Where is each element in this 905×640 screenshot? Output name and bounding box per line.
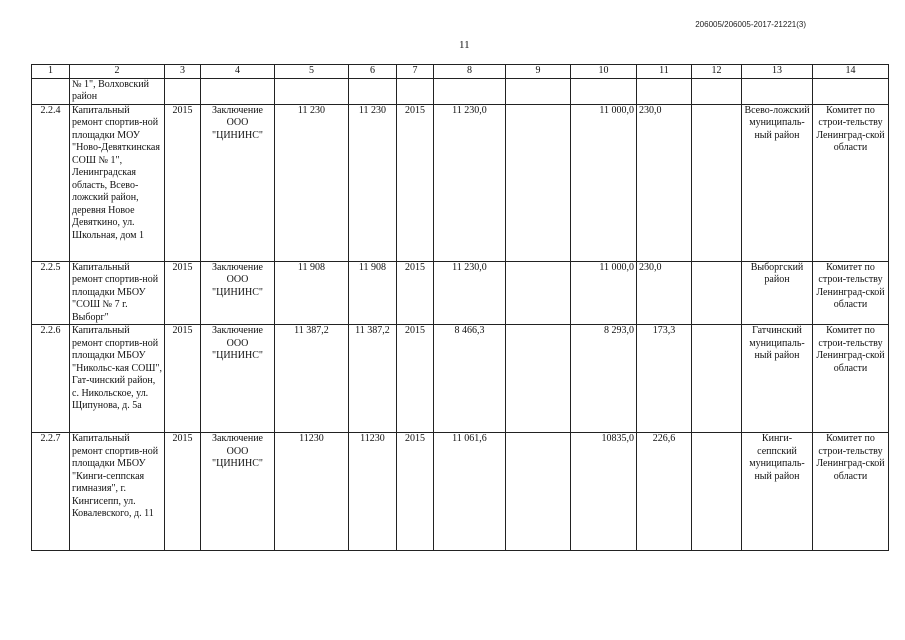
document-id: 206005/206005-2017-21221(3) <box>695 20 806 29</box>
cell-empty <box>742 78 813 104</box>
value-col11: 226,6 <box>637 433 692 551</box>
value-col10: 11 000,0 <box>571 104 637 261</box>
customer: Комитет по строи-тельству Ленинград-ской области <box>813 433 889 551</box>
total-col8: 11 230,0 <box>434 261 506 325</box>
district: Всево-ложский муниципаль-ный район <box>742 104 813 261</box>
expertise: Заключение ООО "ЦИНИНС" <box>201 325 275 433</box>
value-col11: 230,0 <box>637 104 692 261</box>
cell-empty <box>506 78 571 104</box>
col-num: 10 <box>571 65 637 79</box>
expertise: Заключение ООО "ЦИНИНС" <box>201 104 275 261</box>
cell-empty <box>692 78 742 104</box>
cell-empty <box>275 78 349 104</box>
district: Кинги-сеппский муниципаль-ный район <box>742 433 813 551</box>
cost-col6: 11 230 <box>349 104 397 261</box>
value-col12 <box>692 104 742 261</box>
total-col8: 8 466,3 <box>434 325 506 433</box>
cost-col5: 11230 <box>275 433 349 551</box>
object-name: Капитальный ремонт спортив-ной площадки МБОУ "Никольс-кая СОШ", Гат-чинский район, с. Никольское, ул. Щипунова, д. 5а <box>70 325 165 433</box>
cell-empty <box>571 78 637 104</box>
year: 2015 <box>165 325 201 433</box>
cost-col6: 11 387,2 <box>349 325 397 433</box>
table-row <box>32 325 889 433</box>
cost-col5: 11 230 <box>275 104 349 261</box>
expertise: Заключение ООО "ЦИНИНС" <box>201 433 275 551</box>
district: Гатчинский муниципаль-ный район <box>742 325 813 433</box>
cell-empty <box>165 78 201 104</box>
value-col9 <box>506 433 571 551</box>
year-col7: 2015 <box>397 433 434 551</box>
value-col12 <box>692 261 742 325</box>
col-num: 2 <box>70 65 165 79</box>
cell-empty <box>32 78 70 104</box>
col-num: 8 <box>434 65 506 79</box>
table-row <box>32 433 889 551</box>
continuation-row <box>32 78 889 104</box>
year-col7: 2015 <box>397 325 434 433</box>
expertise: Заключение ООО "ЦИНИНС" <box>201 261 275 325</box>
customer: Комитет по строи-тельству Ленинград-ской области <box>813 261 889 325</box>
cost-col5: 11 387,2 <box>275 325 349 433</box>
year: 2015 <box>165 261 201 325</box>
column-number-row <box>32 65 889 79</box>
year-col7: 2015 <box>397 261 434 325</box>
year: 2015 <box>165 433 201 551</box>
object-name: Капитальный ремонт спортив-ной площадки МОУ "Ново-Девяткинская СОШ № 1", Ленинградская область, Всево-ложский район, деревня Новое Девяткино, ул. Школьная, дом 1 <box>70 104 165 261</box>
col-num: 11 <box>637 65 692 79</box>
value-col11: 173,3 <box>637 325 692 433</box>
row-number: 2.2.7 <box>32 433 70 551</box>
object-name: Капитальный ремонт спортив-ной площадки МБОУ "Кинги-сеппская гимназия", г. Кингисепп, ул. Ковалевского, д. 11 <box>70 433 165 551</box>
cell-empty <box>434 78 506 104</box>
value-col10: 10835,0 <box>571 433 637 551</box>
col-num: 4 <box>201 65 275 79</box>
col-num: 9 <box>506 65 571 79</box>
cell-empty <box>397 78 434 104</box>
col-num: 14 <box>813 65 889 79</box>
cell-empty <box>349 78 397 104</box>
cost-col5: 11 908 <box>275 261 349 325</box>
district: Выборгский район <box>742 261 813 325</box>
cost-col6: 11230 <box>349 433 397 551</box>
value-col10: 11 000,0 <box>571 261 637 325</box>
cell-empty <box>201 78 275 104</box>
program-table <box>31 64 889 551</box>
table-row <box>32 261 889 325</box>
customer: Комитет по строи-тельству Ленинград-ской области <box>813 104 889 261</box>
col-num: 1 <box>32 65 70 79</box>
cell-empty <box>637 78 692 104</box>
row-number: 2.2.5 <box>32 261 70 325</box>
value-col9 <box>506 325 571 433</box>
value-col12 <box>692 433 742 551</box>
row-number: 2.2.6 <box>32 325 70 433</box>
row-number: 2.2.4 <box>32 104 70 261</box>
cell-empty <box>813 78 889 104</box>
col-num: 6 <box>349 65 397 79</box>
value-col11: 230,0 <box>637 261 692 325</box>
value-col9 <box>506 104 571 261</box>
col-num: 3 <box>165 65 201 79</box>
value-col9 <box>506 261 571 325</box>
total-col8: 11 230,0 <box>434 104 506 261</box>
col-num: 12 <box>692 65 742 79</box>
continuation-name: № 1", Волховский район <box>70 78 165 104</box>
object-name: Капитальный ремонт спортив-ной площадки МБОУ "СОШ № 7 г. Выборг" <box>70 261 165 325</box>
year: 2015 <box>165 104 201 261</box>
total-col8: 11 061,6 <box>434 433 506 551</box>
customer: Комитет по строи-тельству Ленинград-ской области <box>813 325 889 433</box>
col-num: 7 <box>397 65 434 79</box>
value-col10: 8 293,0 <box>571 325 637 433</box>
value-col12 <box>692 325 742 433</box>
col-num: 13 <box>742 65 813 79</box>
page-number: 11 <box>459 39 470 51</box>
year-col7: 2015 <box>397 104 434 261</box>
cost-col6: 11 908 <box>349 261 397 325</box>
col-num: 5 <box>275 65 349 79</box>
table-row <box>32 104 889 261</box>
